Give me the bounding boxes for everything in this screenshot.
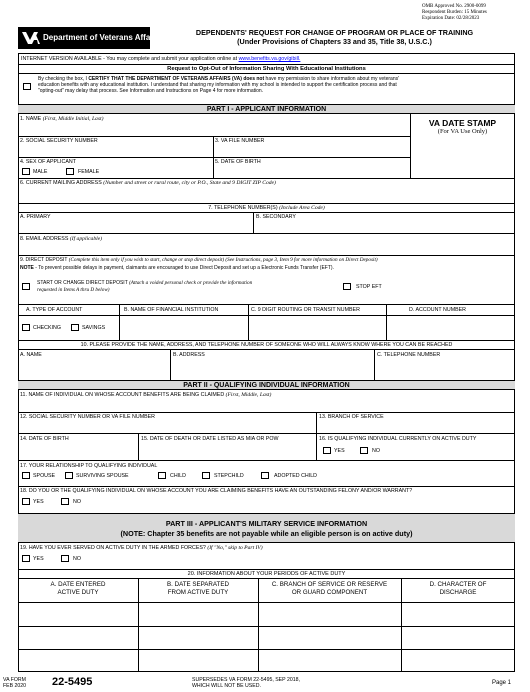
footer-supersedes-1: SUPERSEDES VA FORM 22-5495, SEP 2018,: [192, 677, 300, 683]
footer-page: Page 1: [492, 680, 512, 686]
address-field[interactable]: [20, 187, 513, 202]
spouse-label: SPOUSE: [33, 473, 56, 479]
part2-title: PART II - QUALIFYING INDIVIDUAL INFORMATION: [18, 380, 515, 390]
form-title: DEPENDENTS' REQUEST FOR CHANGE OF PROGRAM OR PLACE OF TRAINING: [195, 28, 474, 37]
contact-phone-label: C. TELEPHONE NUMBER: [377, 352, 441, 358]
part3-header: [18, 513, 515, 543]
table-row[interactable]: [20, 604, 136, 624]
secondary-phone-field[interactable]: [256, 221, 512, 232]
dob-label: 5. DATE OF BIRTH: [215, 159, 261, 165]
felony-yes-label: YES: [33, 499, 44, 505]
file-number-label: 3. VA FILE NUMBER: [215, 138, 265, 144]
served-yes-label: YES: [33, 556, 44, 562]
gibill-link[interactable]: www.benefits.va.gov/gibill.: [238, 56, 301, 62]
footer-supersedes-2: WHICH WILL NOT BE USED.: [192, 683, 261, 689]
q13-label: 13. BRANCH OF SERVICE: [319, 414, 384, 420]
surviving-spouse-checkbox[interactable]: [65, 472, 73, 479]
col-b-header-2: FROM ACTIVE DUTY: [167, 589, 229, 596]
secondary-phone-label: B. SECONDARY: [256, 214, 296, 220]
primary-phone-field[interactable]: [20, 221, 250, 232]
primary-phone-label: A. PRIMARY: [20, 214, 51, 220]
child-label: CHILD: [170, 473, 186, 479]
col-b-header-1: B. DATE SEPARATED: [167, 581, 229, 588]
va-seal-icon: [21, 31, 41, 45]
col-d-header-2: DISCHARGE: [439, 589, 477, 596]
stop-eft-label: STOP EFT: [356, 284, 382, 290]
checking-checkbox[interactable]: [22, 324, 30, 331]
col-c-header-1: C. BRANCH OF SERVICE OR RESERVE: [271, 581, 388, 588]
col-a-header-1: A. DATE ENTERED: [50, 581, 106, 588]
phone-label: 7. TELEPHONE NUMBER(S) (Include Area Code): [208, 205, 325, 211]
stop-eft-checkbox[interactable]: [343, 283, 351, 290]
q19-label: 19. HAVE YOU EVER SERVED ON ACTIVE DUTY IN THE ARMED FORCES? (If "No," skip to Part IV): [20, 545, 263, 551]
q15-label: 15. DATE OF DEATH OR DATE LISTED AS MIA OR POW: [141, 436, 279, 442]
contact-name-label: A. NAME: [20, 352, 42, 358]
account-number-field[interactable]: [389, 317, 513, 338]
table-row[interactable]: [20, 651, 136, 671]
optout-line2: education benefits with any educational institution. I understand that sharing my information with my school is intended to support the certification process and that: [38, 82, 397, 88]
spouse-checkbox[interactable]: [22, 472, 30, 479]
ssn-label: 2. SOCIAL SECURITY NUMBER: [20, 138, 98, 144]
contact-label: 10. PLEASE PROVIDE THE NAME, ADDRESS, AND TELEPHONE NUMBER OF SOMEONE WHO WILL ALWAYS KNOW WHERE YOU CAN BE REACHED: [80, 342, 453, 348]
contact-address-label: B. ADDRESS: [173, 352, 205, 358]
start-dd-checkbox[interactable]: [22, 283, 30, 290]
q12-label: 12. SOCIAL SECURITY NUMBER OR VA FILE NUMBER: [20, 414, 156, 420]
male-checkbox[interactable]: [22, 168, 30, 175]
dd-label: 9. DIRECT DEPOSIT (Complete this item only if you wish to start, change or stop direct deposit) (See Instructions, page 3, Item 9 for more information on Direct Deposit): [20, 257, 378, 263]
felony-no-checkbox[interactable]: [61, 498, 69, 505]
stepchild-checkbox[interactable]: [202, 472, 210, 479]
footer-va-form: VA FORM: [3, 677, 26, 683]
va-logo: [18, 27, 161, 49]
q14-label: 14. DATE OF BIRTH: [20, 436, 69, 442]
applicant-name-field[interactable]: [20, 123, 408, 135]
active-duty-yes-checkbox[interactable]: [323, 447, 331, 454]
q16-label: 16. IS QUALIFYING INDIVIDUAL CURRENTLY ON ACTIVE DUTY: [319, 436, 477, 442]
stamp-title: VA DATE STAMP: [428, 118, 497, 128]
col-c-header-2: OR GUARD COMPONENT: [291, 589, 368, 596]
address-label: 6. CURRENT MAILING ADDRESS (Number and street or rural route, city or P.O., State and 9 DIGIT ZIP Code): [20, 180, 276, 186]
omb-approved: OMB Approved No. 2900-0099: [422, 4, 486, 9]
served-no-label: NO: [73, 556, 81, 562]
felony-yes-checkbox[interactable]: [22, 498, 30, 505]
qualifying-ssn-field[interactable]: [20, 421, 313, 432]
ssn-field[interactable]: [20, 145, 210, 156]
form-subtitle: (Under Provisions of Chapters 33 and 35, Title 38, U.S.C.): [237, 37, 432, 46]
optout-line3: "opting-out" may delay that process. See Information and Instructions on Page 4 for more information.: [38, 88, 264, 94]
q20-label: 20. INFORMATION ABOUT YOUR PERIODS OF ACTIVE DUTY: [187, 571, 346, 577]
optout-checkbox[interactable]: [23, 83, 31, 90]
active-duty-no-checkbox[interactable]: [360, 447, 368, 454]
form-page: [3, 4, 515, 690]
footer-form-number: 22-5495: [52, 676, 93, 688]
sex-label: 4. SEX OF APPLICANT: [20, 159, 76, 165]
logo-text: Department of Veterans Affairs: [43, 33, 161, 42]
female-checkbox[interactable]: [66, 168, 74, 175]
email-label: 8. EMAIL ADDRESS (If applicable): [20, 236, 103, 242]
name-label: 1. NAME (First, Middle Initial, Last): [20, 116, 104, 122]
email-field[interactable]: [20, 243, 513, 254]
adopted-child-checkbox[interactable]: [261, 472, 269, 479]
served-no-checkbox[interactable]: [61, 555, 69, 562]
optout-line1: By checking the box, I CERTIFY THAT THE DEPARTMENT OF VETERANS AFFAIRS (VA) does not have my permission to share information about my veterans': [38, 76, 400, 82]
branch-field[interactable]: [319, 421, 513, 432]
female-label: FEMALE: [78, 169, 100, 175]
table-row[interactable]: [20, 628, 136, 648]
col-a-header-2: ACTIVE DUTY: [57, 589, 99, 596]
bank-name-field[interactable]: [122, 317, 246, 338]
part1-title: PART I - APPLICANT INFORMATION: [18, 104, 515, 114]
felony-no-label: NO: [73, 499, 81, 505]
savings-checkbox[interactable]: [71, 324, 79, 331]
start-dd-label: START OR CHANGE DIRECT DEPOSIT (Attach a voided personal check or provide the information: [37, 280, 253, 286]
start-dd-hint: requested in Items A thru D below): [37, 287, 110, 293]
active-duty-yes-label: YES: [334, 448, 345, 454]
active-duty-no-label: NO: [372, 448, 380, 454]
dob-field[interactable]: [215, 166, 407, 176]
q18-label: 18. DO YOU OR THE QUALIFYING INDIVIDUAL ON WHOSE ACCOUNT YOU ARE CLAIMING BENEFITS HAVE AN OUTSTANDING FELONY AND/OR WARRANT?: [20, 488, 413, 494]
qualifying-dob-field[interactable]: [20, 443, 136, 458]
routing-label: C. 9 DIGIT ROUTING OR TRANSIT NUMBER: [251, 307, 360, 313]
stamp-subtitle: (For VA Use Only): [437, 128, 488, 135]
contact-address-field[interactable]: [173, 359, 372, 379]
file-number-field[interactable]: [215, 145, 407, 156]
col-d-header-1: D. CHARACTER OF: [429, 581, 487, 588]
qualifying-name-field[interactable]: [20, 399, 513, 411]
surviving-spouse-label: SURVIVING SPOUSE: [76, 473, 129, 479]
stepchild-label: STEPCHILD: [214, 473, 244, 479]
served-yes-checkbox[interactable]: [22, 555, 30, 562]
omb-burden: Respondent Burden: 15 Minutes: [422, 10, 487, 15]
death-date-field[interactable]: [141, 443, 313, 458]
adopted-child-label: ADOPTED CHILD: [274, 473, 317, 479]
contact-phone-field[interactable]: [377, 359, 513, 379]
child-checkbox[interactable]: [158, 472, 166, 479]
savings-label: SAVINGS: [82, 325, 106, 331]
optout-title: Request to Opt-Out of Information Sharing With Educational Institutions: [167, 66, 366, 72]
account-number-label: D. ACCOUNT NUMBER: [409, 307, 466, 313]
bank-name-label: B. NAME OF FINANCIAL INSTITUTION: [124, 307, 219, 313]
contact-name-field[interactable]: [20, 359, 168, 379]
internet-notice: INTERNET VERSION AVAILABLE - You may complete and submit your application online at www.benefits.va.gov/gibill.: [21, 56, 301, 62]
part3-note: (NOTE: Chapter 35 benefits are not payable while an eligible person is on active duty): [120, 529, 413, 538]
routing-field[interactable]: [251, 317, 384, 338]
footer-date: FEB 2020: [3, 683, 27, 689]
omb-expiration: Expiration Date: 02/28/2023: [422, 16, 480, 21]
account-type-label: A. TYPE OF ACCOUNT: [26, 307, 83, 313]
q17-label: 17. YOUR RELATIONSHIP TO QUALIFYING INDIVIDUAL: [20, 463, 158, 469]
part3-title: PART III - APPLICANT'S MILITARY SERVICE INFORMATION: [165, 519, 368, 528]
dd-note: NOTE - To prevent possible delays in payment, claimants are encouraged to use Direct Deposit and set up a Electronic Funds Transfer (EFT).: [20, 265, 334, 271]
male-label: MALE: [33, 169, 48, 175]
q11-label: 11. NAME OF INDIVIDUAL ON WHOSE ACCOUNT BENEFITS ARE BEING CLAIMED (First, Middle, Last): [20, 392, 272, 398]
checking-label: CHECKING: [33, 325, 61, 331]
